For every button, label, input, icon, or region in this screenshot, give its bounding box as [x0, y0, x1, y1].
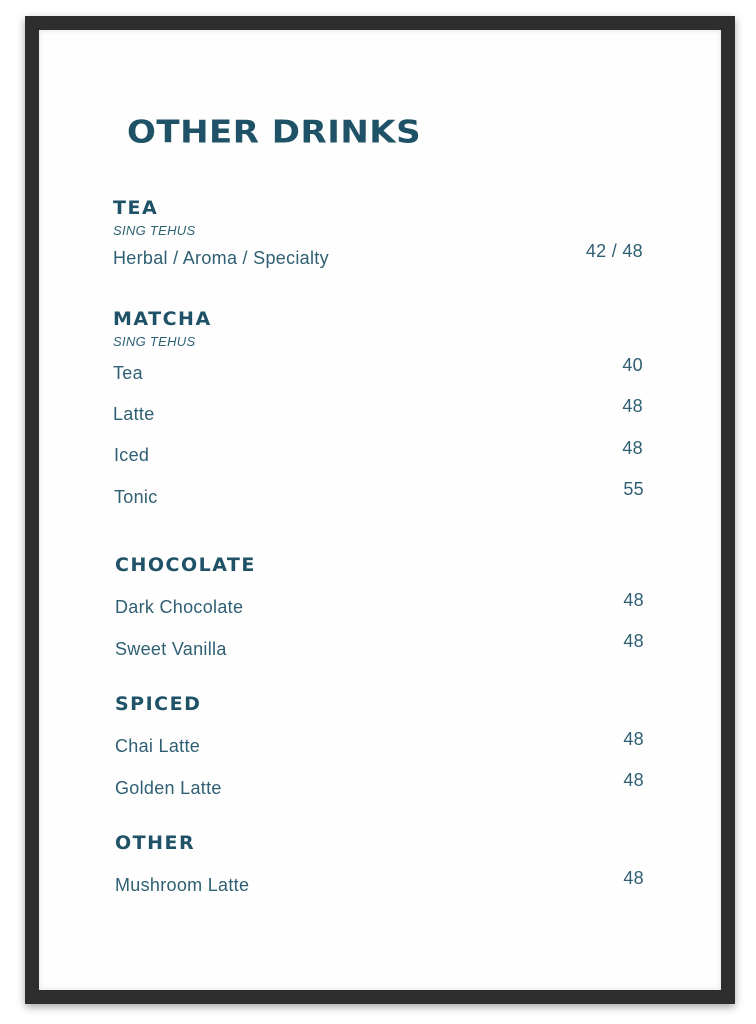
section-subtitle-matcha: SING TEHUS	[113, 334, 196, 349]
menu-item-name: Latte	[113, 404, 155, 424]
menu-item-name: Tea	[113, 363, 143, 383]
menu-item-price: 42 / 48	[585, 241, 643, 261]
menu-item-price: 48	[623, 729, 644, 749]
menu-item-price: 48	[623, 590, 644, 610]
menu-item-price: 48	[623, 868, 644, 888]
section-title-other: OTHER	[115, 832, 196, 854]
menu-item-name: Mushroom Latte	[115, 875, 250, 895]
menu-item-price: 48	[622, 396, 643, 416]
menu-title: OTHER DRINKS	[127, 114, 422, 151]
section-subtitle-tea: SING TEHUS	[113, 223, 196, 238]
menu-item-price: 48	[622, 438, 643, 458]
section-title-chocolate: CHOCOLATE	[115, 554, 256, 576]
menu-item-name: Tonic	[114, 487, 158, 507]
menu-item-name: Chai Latte	[115, 736, 201, 756]
section-title-spiced: SPICED	[115, 693, 202, 715]
menu-item-name: Sweet Vanilla	[115, 639, 227, 659]
menu-item-name: Iced	[114, 445, 150, 465]
menu-poster	[39, 30, 721, 990]
menu-item-price: 55	[623, 479, 644, 499]
section-title-tea: TEA	[113, 197, 159, 219]
menu-item-price: 48	[623, 770, 644, 790]
menu-item-name: Golden Latte	[115, 778, 222, 798]
menu-item-price: 40	[622, 355, 643, 375]
menu-item-name: Dark Chocolate	[115, 597, 244, 617]
menu-item-name: Herbal / Aroma / Specialty	[113, 248, 329, 268]
section-title-matcha: MATCHA	[113, 308, 212, 330]
poster-frame	[25, 16, 735, 1004]
menu-item-price: 48	[623, 631, 644, 651]
